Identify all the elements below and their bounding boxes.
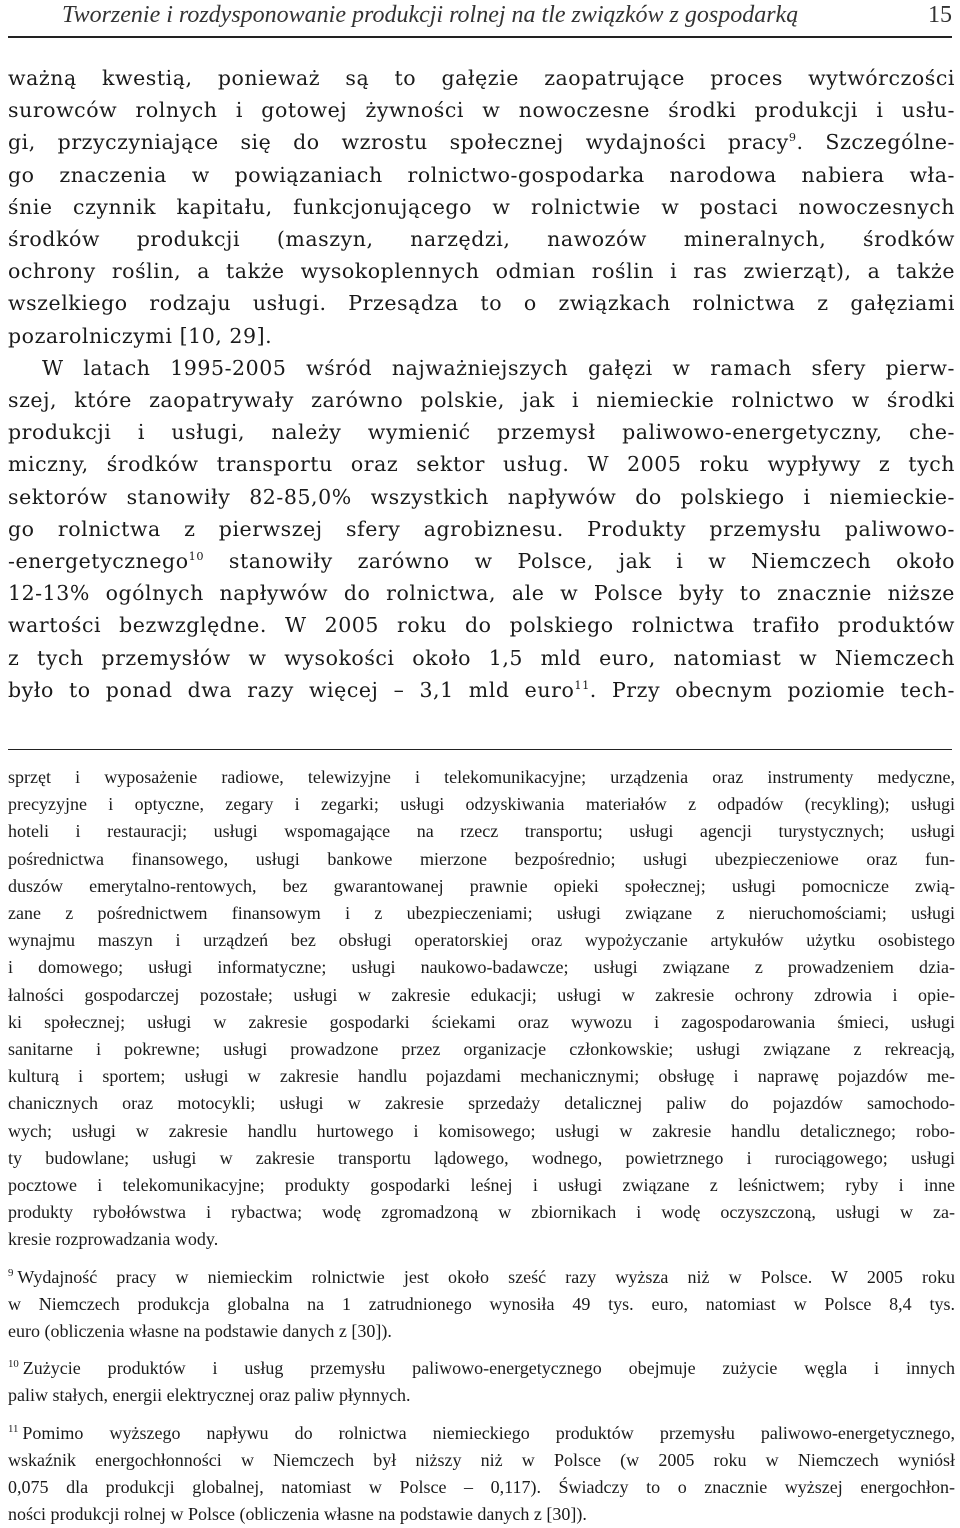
main-text — [8, 62, 955, 706]
footnote-line: ty budowlane; usługi w zakresie transportu lądowego, wodnego, powietrznego i rurociągowego; usługi — [8, 1147, 955, 1168]
paragraph-2 — [8, 352, 955, 706]
footnote-line: wynajmu maszyn i urządzeń bez obsługi operatorskiej oraz wypożyczanie artykułów użytku osobistego — [8, 930, 955, 951]
running-header-title: Tworzenie i rozdysponowanie produkcji rolnej na tle związków z gospodarką — [62, 2, 799, 28]
footnote-line: sprzęt i wyposażenie radiowe, telewizyjne i telekomunikacyjne; urządzenia oraz instrumenty medyczne, — [8, 767, 955, 787]
text-line: szej, które zaopatrywały zarówno polskie, jak i niemieckie rolnictwo w środki — [8, 388, 955, 413]
footnote-line: kresie rozprowadzania wody. — [8, 1229, 219, 1250]
text-line: z tych przemysłów w wysokości około 1,5 mld euro, natomiast w Niemczech — [8, 645, 955, 670]
text-line: środków produkcji (maszyn, narzędzi, nawozów mineralnych, środków — [8, 227, 955, 252]
header-rule — [8, 36, 952, 38]
footnote-line: euro (obliczenia własne na podstawie danych z [30]). — [8, 1321, 392, 1342]
text-line: go rolnictwa z pierwszej sfery agrobiznesu. Produkty przemysłu paliwowo- — [8, 516, 955, 541]
footnote-10 — [8, 1355, 955, 1409]
footnote-11 — [8, 1420, 955, 1528]
text-line: śnie czynnik kapitału, funkcjonującego w rolnictwie w postaci nowoczesnych — [8, 194, 955, 219]
footnote-line: 0,075 dla produkcji globalnej, natomiast w Polsce – 0,117). Świadczy to o znacznie wyższej energochłon- — [8, 1477, 955, 1498]
text-line: pozarolniczymi [10, 29]. — [8, 323, 273, 348]
footnote-line: paliw stałych, energii elektrycznej oraz paliw płynnych. — [8, 1385, 411, 1406]
text-line: produkcji i usługi, należy wymienić przemysł paliwowo-energetyczny, che- — [8, 420, 955, 445]
footnote-line: i domowego; usługi informatyczne; usługi naukowo-badawcze; usługi związane z prowadzeniem dzia- — [8, 957, 955, 978]
footnote-line: $^{10}$ Zużycie produktów i usług przemysłu paliwowo-energetycznego obejmuje zużycie węgla i innych — [8, 1358, 955, 1379]
footnote-line: pośrednictwa finansowego, usługi bankowe mierzone bezpośrednio; usługi ubezpieczeniowe oraz fun- — [8, 848, 955, 869]
footnote-line: sanitarne i pokrewne; usługi prowadzone przez organizacje członkowskie; usługi związane z rekreacją, — [8, 1039, 955, 1060]
footnote-9 — [8, 1264, 955, 1346]
footnote-number: 10 — [8, 1358, 19, 1371]
footnote-ref-10: 10 — [188, 550, 205, 564]
page-number: 15 — [928, 2, 952, 28]
footnote-number: 11 — [8, 1422, 19, 1435]
footnote-line: $^{11}$ Pomimo wyższego napływu do rolnictwa niemieckiego produktów przemysłu paliwowo-energetycznego, — [8, 1422, 955, 1443]
text-line: 12-13% ogólnych napływów do rolnictwa, ale w Polsce były to znacznie niższe — [8, 581, 955, 606]
footnote-line: w Niemczech produkcja globalna na 1 zatrudnionego wynosiła 49 tys. euro, natomiast w Polsce 8,4 tys. — [8, 1293, 955, 1314]
paragraph-1 — [8, 62, 955, 352]
footnote-line: wskaźnik energochłonności w Niemczech był niższy niż w Polsce (w 2005 roku w Niemczech wyniósł — [8, 1449, 955, 1470]
footnote-line: chanicznych oraz motocykli; usługi w zakresie sprzedaży detalicznej paliw do pojazdów samochodo- — [8, 1093, 955, 1114]
footnote-line: precyzyjne i optyczne, zegary i zegarki; usługi odzyskiwania materiałów z odpadów (recykling); usługi — [8, 794, 955, 815]
footnote-line: hoteli i restauracji; usługi wspomagające na rzecz transportu; usługi agencji turystycznych; usługi — [8, 821, 955, 842]
text-line: wartości bezwzględne. W 2005 roku do polskiego rolnictwa trafiło produktów — [8, 613, 955, 638]
running-header — [62, 0, 952, 30]
footnote-continuation — [8, 764, 955, 1254]
footnote-line: ności produkcji rolnej w Polsce (obliczenia własne na podstawie danych z [30]). — [8, 1504, 587, 1525]
footnote-line: kulturą i sportem; usługi w zakresie handlu pojazdami mechanicznymi; obsługę i naprawę pojazdów me- — [8, 1066, 955, 1087]
footnote-line: duszów emerytalno-rentowych, bez gwarantowanej prawnie opieki społecznej; usługi pomocnicze zwią- — [8, 875, 955, 896]
footnote-line: produkty rybołówstwa i rybactwa; wodę zgromadzoną w zbiornikach i wodę oczyszczoną, usługi w za- — [8, 1202, 955, 1223]
footnote-line: wych; usługi w zakresie handlu hurtowego i komisowego; usługi w zakresie handlu detalicznego; robo- — [8, 1120, 955, 1141]
text-line: ochrony roślin, a także wysokoplennych odmian roślin i ras zwierząt), a także — [8, 259, 955, 284]
text-line: gi, przyczyniające się do wzrostu społecznej wydajności pracy$^9$. Szczególne- — [8, 130, 955, 155]
text-line: ważną kwestią, ponieważ są to gałęzie zaopatrujące proces wytwórczości — [8, 66, 955, 90]
text-line: -energetycznego$^{10}$ stanowiły zarówno w Polsce, jak i w Niemczech około — [8, 549, 955, 574]
footnote-line: ki społecznej; usługi w zakresie gospodarki ściekami oraz wywozu i zagospodarowania śmieci, usługi — [8, 1011, 955, 1032]
footnote-line: łalności gospodarczej pozostałe; usługi w zakresie edukacji; usługi w zakresie ochrony zdrowia i opie- — [8, 984, 955, 1005]
footnote-number: 9 — [8, 1266, 14, 1279]
footnote-separator — [8, 749, 952, 750]
text-line: go znaczenia w powiązaniach rolnictwo-gospodarka narodowa nabiera wła- — [8, 162, 955, 187]
text-line: surowców rolnych i gotowej żywności w nowoczesne środki produkcji i usłu- — [8, 98, 955, 123]
text-line: miczny, środków transportu oraz sektor usług. W 2005 roku wypływy z tych — [8, 452, 955, 477]
text-line: było to ponad dwa razy więcej – 3,1 mld euro$^{11}$. Przy obecnym poziomie tech- — [8, 677, 955, 702]
footnotes — [8, 764, 955, 1528]
footnote-line: $^9$ Wydajność pracy w niemieckim rolnictwie jest około sześć razy wyższa niż w Polsce. W 2005 roku — [8, 1266, 955, 1287]
footnote-line: pocztowe i telekomunikacyjne; produkty gospodarki leśnej i usługi związane z leśnictwem; ryby i inne — [8, 1175, 955, 1196]
footnote-line: zane z pośrednictwem finansowym i z ubezpieczeniami; usługi związane z nieruchomościami; usługi — [8, 903, 955, 924]
text-line: W latach 1995-2005 wśród najważniejszych gałęzi w ramach sfery pierw- — [42, 355, 955, 380]
footnote-ref-11: 11 — [574, 679, 590, 693]
footnote-ref-9: 9 — [788, 131, 797, 145]
text-line: wszelkiego rodzaju usługi. Przesądza to o związkach rolnictwa z gałęziami — [8, 291, 955, 316]
text-line: sektorów stanowiły 82-85,0% wszystkich napływów do polskiego i niemieckie- — [8, 484, 955, 509]
